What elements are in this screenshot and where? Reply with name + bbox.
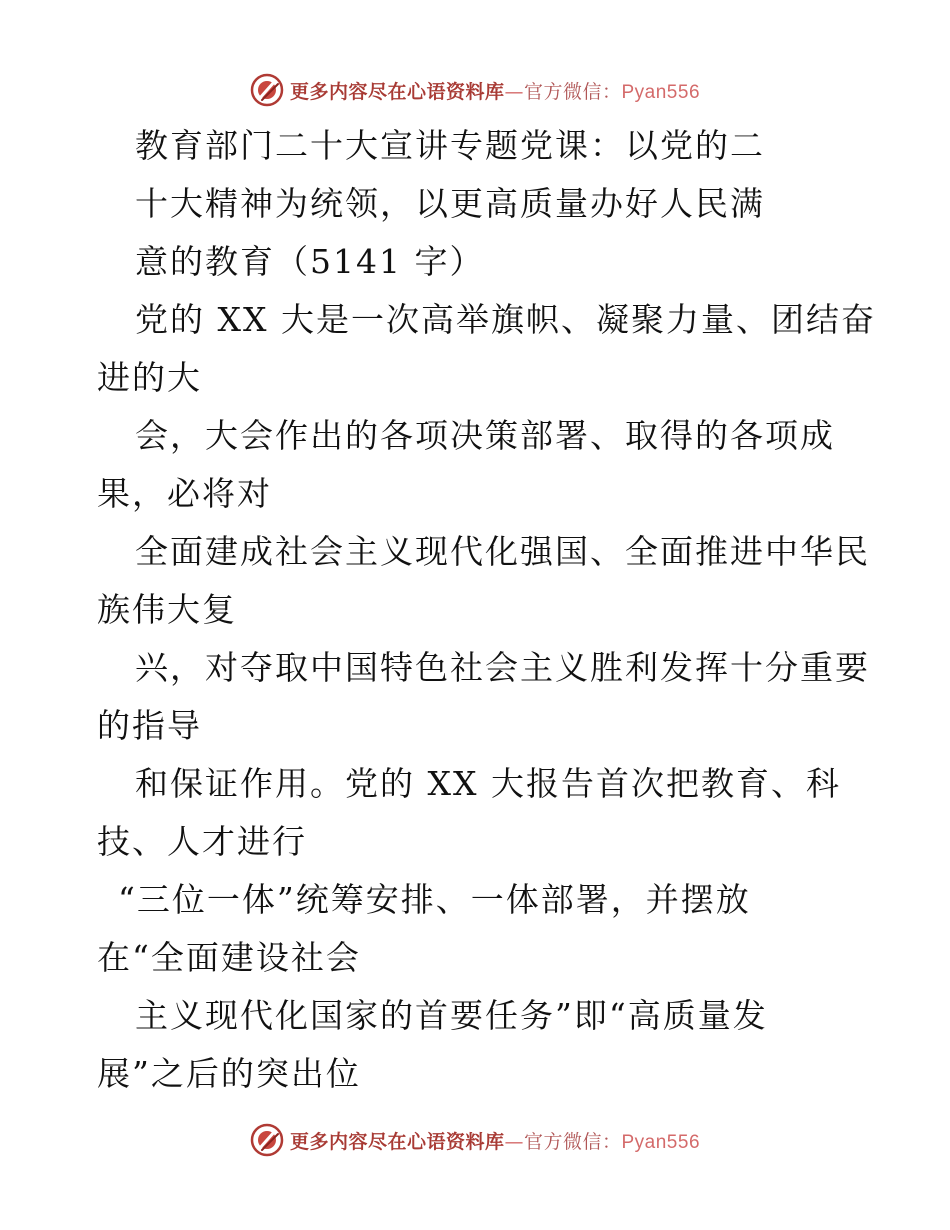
body-line: 的指导 <box>97 706 202 745</box>
body-line: 会，大会作出的各项决策部署、取得的各项成 <box>135 416 835 455</box>
body-line: 和保证作用。党的 XX 大报告首次把教育、科 <box>135 764 841 803</box>
watermark-separator: — <box>504 1130 524 1153</box>
watermark-official-label: 官方微信： <box>523 1130 622 1153</box>
body-line: 技、人才进行 <box>97 822 307 861</box>
red-seal-logo-icon <box>250 1123 284 1157</box>
watermark-account: Pyan556 <box>621 1131 701 1153</box>
footer-watermark <box>0 1120 950 1160</box>
watermark-text <box>290 1127 700 1154</box>
title-line-2: 十大精神为统领，以更高质量办好人民满 <box>135 184 765 223</box>
body-line: 果，必将对 <box>97 474 272 513</box>
header-watermark <box>0 70 950 110</box>
title-line-3: 意的教育（5141 字） <box>135 242 485 281</box>
watermark-separator: — <box>504 80 524 103</box>
watermark-official-label: 官方微信： <box>523 80 622 103</box>
watermark-brand: 更多内容尽在心语资料库 <box>289 1130 505 1153</box>
body-line: “三位一体”统筹安排、一体部署，并摆放 <box>118 880 751 919</box>
watermark-account: Pyan556 <box>621 81 701 103</box>
red-seal-logo-icon <box>250 73 284 107</box>
body-line: 进的大 <box>97 358 202 397</box>
body-line: 全面建成社会主义现代化强国、全面推进中华民 <box>135 532 870 571</box>
body-line: 主义现代化国家的首要任务”即“高质量发 <box>135 996 768 1035</box>
body-line: 族伟大复 <box>97 590 237 629</box>
body-line: 在“全面建设社会 <box>97 938 361 977</box>
watermark-brand: 更多内容尽在心语资料库 <box>289 80 505 103</box>
body-line: 展”之后的突出位 <box>97 1054 361 1093</box>
watermark-text <box>290 77 700 104</box>
body-line: 党的 XX 大是一次高举旗帜、凝聚力量、团结奋 <box>135 300 876 339</box>
title-line-1: 教育部门二十大宣讲专题党课：以党的二 <box>135 126 765 165</box>
body-line: 兴，对夺取中国特色社会主义胜利发挥十分重要 <box>135 648 870 687</box>
